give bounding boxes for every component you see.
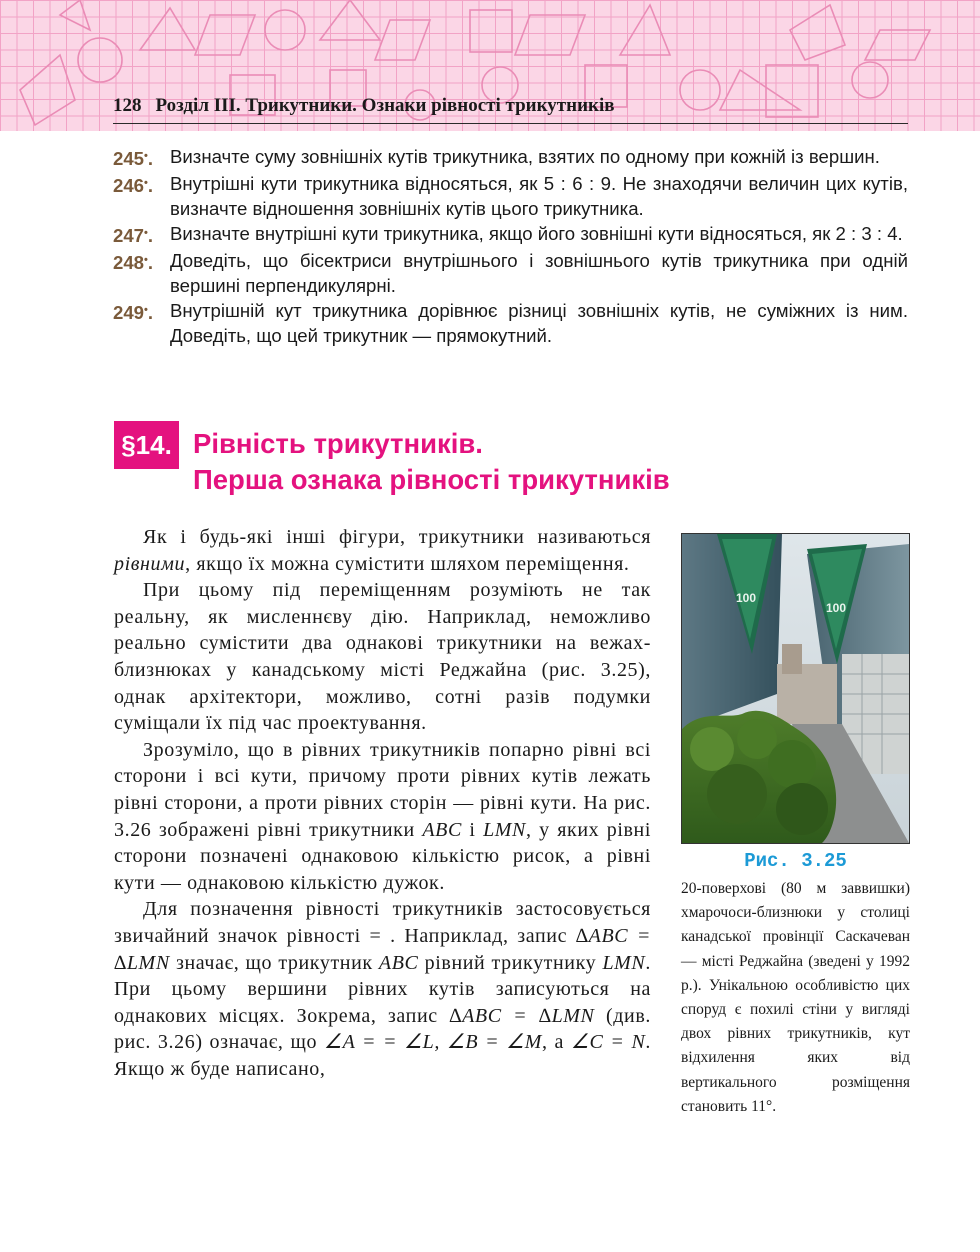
figure-caption: 20-поверхові (80 м заввишки) хмарочоси-близнюки у столиці канадської провінції Саскачеван — місті Реджайна (зведені у 1992 р.). Унікальною особливістю цих споруд є похилі стіни у вигляді двох рівних трикутників, кут відхилення яких від вертикального розміщення становить 11°.	[681, 880, 910, 1115]
body-text	[114, 524, 651, 1082]
exercise-number: 248•.	[113, 252, 154, 273]
paragraph: Для позначення рівності трикутників застосовується звичайний значок рівності = . Наприклад, запис ∆ABC = ∆LMN значає, що трикутник ABC рівний трикутнику LMN. При цьому вершини рівних кутів записуються на однакових місцях. Зокрема, запис ∆ABC = ∆LMN (див. рис. 3.26) означає, що ∠A = = ∠L, ∠B = ∠M, а ∠C = N. Якщо ж буде написано,	[114, 898, 651, 1080]
exercise-item	[113, 144, 908, 171]
exercise-number: 247•.	[113, 225, 154, 246]
exercise-text: Внутрішні кути трикутника відносяться, як 5 : 6 : 9. Не знаходячи величин цих кутів, визначте відношення зовнішніх кутів цього трикутника.	[170, 173, 908, 219]
exercise-item	[113, 298, 908, 348]
exercise-number: 246•.	[113, 175, 154, 196]
twin-towers-illustration	[682, 534, 909, 843]
banner-text-right: 100	[825, 601, 847, 615]
section-title-line: Перша ознака рівності трикутників	[193, 464, 670, 495]
running-title: Розділ III. Трикутники. Ознаки рівності трикутників	[155, 95, 615, 116]
paragraph: Зрозуміло, що в рівних трикутників попарно рівні всі сторони і всі кути, причому проти рівних кутів лежать рівні сторони, а проти рівних сторін — рівні кути. На рис. 3.26 зображені рівні трикутники ABC і LMN, у яких рівні сторони позначені однаковою кількістю рисок, а рівні кути — однаковою кількістю дужок.	[114, 738, 651, 894]
paragraph: Як і будь-які інші фігури, трикутники називаються рівними, якщо їх можна сумістити шляхом переміщення.	[114, 526, 651, 575]
exercise-item	[113, 248, 908, 298]
exercise-number: 245•.	[113, 148, 154, 169]
exercise-text: Визначте внутрішні кути трикутника, якщо його зовнішні кути відносяться, як 2 : 3 : 4.	[170, 223, 903, 244]
header-band	[0, 0, 980, 131]
exercise-item	[113, 221, 908, 248]
exercise-number: 249•.	[113, 302, 154, 323]
banner-text-left: 100	[735, 591, 757, 605]
section-title	[193, 426, 893, 498]
running-head	[113, 95, 908, 124]
exercise-list	[113, 144, 908, 348]
page-number: 128	[113, 95, 142, 116]
figure-label: Рис. 3.25	[744, 850, 847, 872]
exercise-item	[113, 171, 908, 221]
exercise-text: Доведіть, що бісектриси внутрішнього і зовнішнього кутів трикутника при одній вершині перпендикулярні.	[170, 250, 908, 296]
section-title-line: Рівність трикутників.	[193, 428, 483, 459]
figure-photo	[681, 533, 910, 844]
exercise-text: Внутрішній кут трикутника дорівнює різниці зовнішніх кутів, не суміжних із ним. Доведіть, що цей трикутник — прямокутний.	[170, 300, 908, 346]
section-badge: §14.	[114, 421, 179, 469]
paragraph: При цьому під переміщенням розуміють не так реальну, як мисленнєву дію. Наприклад, неможливо реально сумістити два однакові трикутники на вежах-близнюках у канадському місті Реджайна (рис. 3.25), однак архітектори, можливо, сотні разів подумки суміщали їх під час проектування.	[114, 579, 651, 735]
exercise-text: Визначте суму зовнішніх кутів трикутника, взятих по одному при кожній із вершин.	[170, 146, 880, 167]
